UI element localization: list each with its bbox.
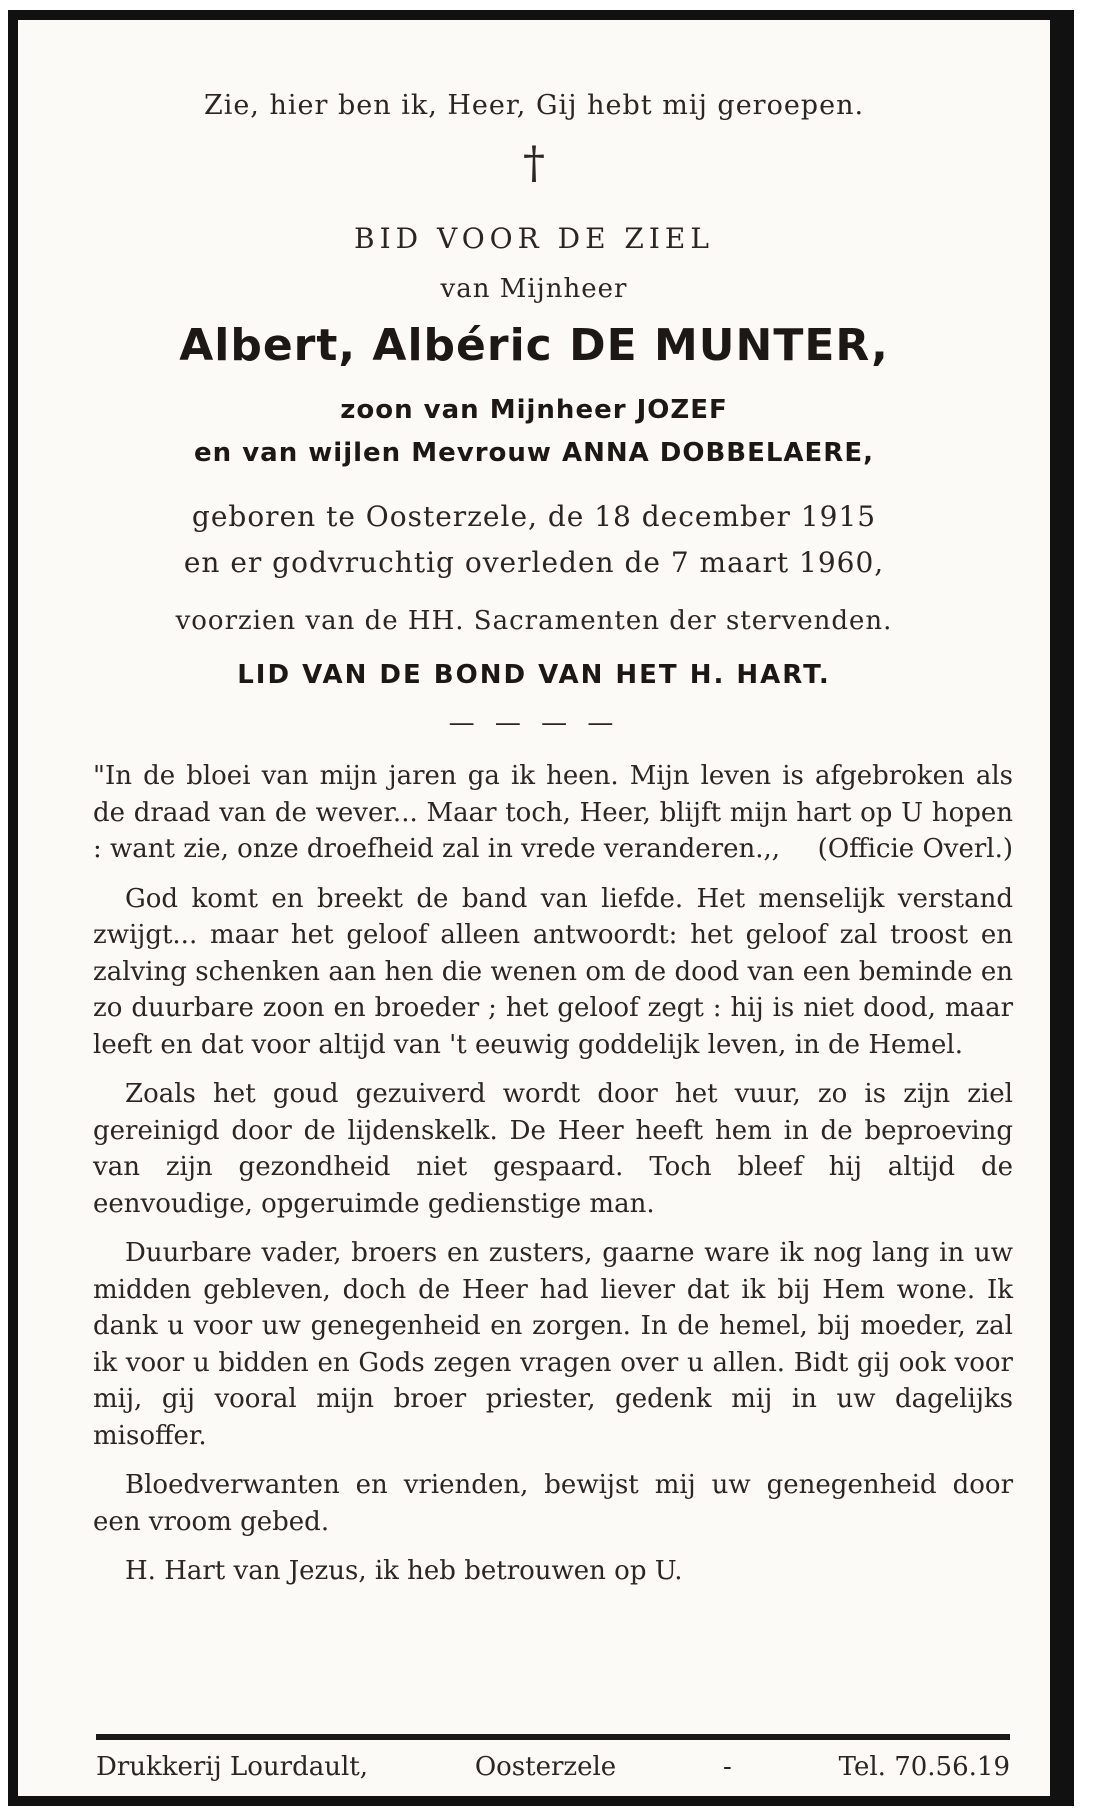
deceased-name: Albert, Albéric DE MUNTER, [179, 320, 889, 371]
memorial-card [8, 10, 1074, 1806]
dash-divider: — — — — [448, 708, 620, 738]
printer-phone: Tel. 70.56.19 [838, 1752, 1010, 1782]
paragraph-prayer: H. Hart van Jezus, ik heb betrouwen op U. [125, 1556, 683, 1586]
birth-line: geboren te Oosterzele, de 18 december 1915 [191, 500, 877, 533]
death-line: en er godvruchtig overleden de 7 maart 1960, [183, 546, 885, 579]
printer-name: Drukkerij Lourdault, [96, 1752, 368, 1782]
footer-rule [96, 1734, 1010, 1740]
motto: Zie, hier ben ik, Heer, Gij hebt mij geroepen. [203, 90, 865, 121]
member-line: LID VAN DE BOND VAN HET H. HART. [237, 660, 831, 690]
cross-icon: † [523, 138, 545, 189]
paragraph-family: Duurbare vader, broers en zusters, gaarne ware ik nog lang in uw midden gebleven, doch de Heer had liever dat ik bij Hem wone. Ik dank u voor uw genegenheid en zorgen. In de hemel, bij moeder, zal ik voor u bidden en Gods zegen vragen over u allen. Bidt gij ook voor mij, gij vooral mijn broer priester, gedenk mij in uw dagelijks misoffer. [93, 1238, 1013, 1451]
printer-town: Oosterzele [474, 1752, 617, 1782]
paragraph-quote [93, 758, 1013, 868]
quote-source: (Officie Overl.) [817, 834, 1013, 864]
mother-line: en van wijlen Mevrouw ANNA DOBBELAERE, [194, 438, 874, 468]
memorial-text [93, 758, 1013, 1603]
van-mijnheer: van Mijnheer [440, 274, 628, 304]
paragraph-friends: Bloedverwanten en vrienden, bewijst mij uw genegenheid door een vroom gebed. [93, 1470, 1013, 1537]
father-line: zoon van Mijnheer JOZEF [340, 395, 728, 425]
paragraph-gold: Zoals het goud gezuiverd wordt door het vuur, zo is zijn ziel gereinigd door de lijdenskelk. De Heer heeft hem in de beproeving van zijn gezondheid niet gespaard. Toch bleef hij altijd de eenvoudige, opgeruimde gedienstige man. [93, 1079, 1013, 1219]
quote-text: "In de bloei van mijn jaren ga ik heen. Mijn leven is afgebroken als de draad van de wever... Maar toch, Heer, blijft mijn hart op U hopen : want zie, onze droefheid zal in vrede veranderen.,, [93, 761, 1013, 864]
printer-line [96, 1752, 1010, 1782]
paragraph-faith: God komt en breekt de band van liefde. Het menselijk verstand zwijgt... maar het geloof alleen antwoordt: het geloof zal troost en zalving schenken aan hen die wenen om de dood van een beminde en zo duurbare zoon en broeder ; het geloof zegt : hij is niet dood, maar leeft en dat voor altijd van 't eeuwig goddelijk leven, in de Hemel. [93, 883, 1013, 1060]
sacraments-line: voorzien van de HH. Sacramenten der stervenden. [175, 606, 893, 636]
printer-separator: - [723, 1752, 732, 1782]
pray-heading: BID VOOR DE ZIEL [354, 222, 714, 255]
